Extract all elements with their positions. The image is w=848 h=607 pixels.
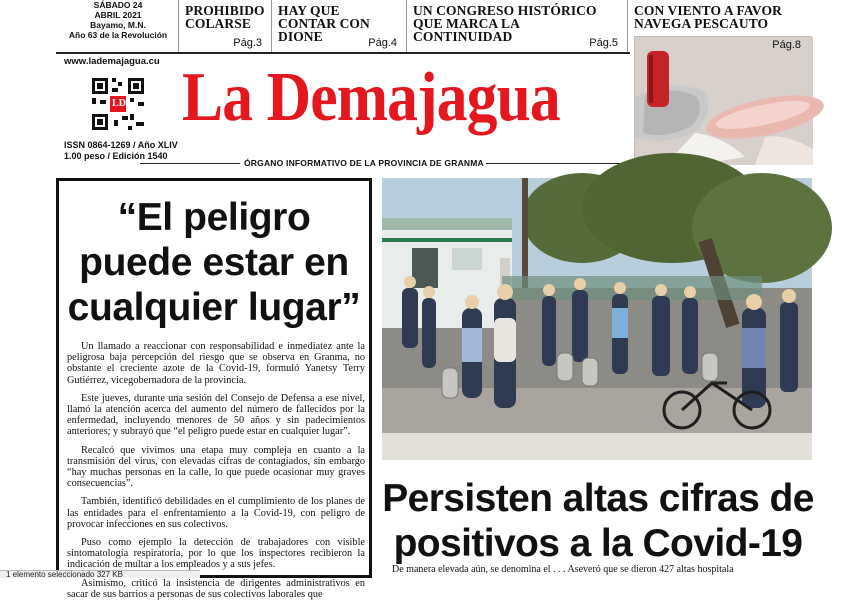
queue-photo-illustration — [382, 178, 812, 460]
date-month-year: ABRIL 2021 — [94, 10, 142, 20]
teaser-page: Pág.4 — [368, 37, 397, 49]
teaser-page: Pág.5 — [589, 37, 618, 49]
queue-photo — [382, 178, 812, 460]
qr-code-icon — [90, 76, 146, 132]
qr-badge: LD — [112, 98, 126, 109]
price-edition: 1.00 peso / Edición 1540 — [64, 151, 168, 161]
date-day: SÁBADO 24 — [93, 0, 143, 10]
lead-paragraph: Puso como ejemplo la detección de trabajadores con visible sintomatología respiratoria, por lo que los inspectores recibieron la indicación de multar a los empleados y a sus jefes. — [67, 537, 365, 571]
teaser-dione[interactable] — [271, 0, 405, 52]
fish-photo-illustration — [635, 37, 813, 165]
organo-rule-left — [140, 163, 240, 164]
second-story-column-start: De manera elevada aún, se denomina el . . . Aseveró que se dieron 427 altas hospitala — [392, 564, 734, 575]
lead-title-line: cualquier lugar” — [67, 286, 361, 329]
second-story-headline — [380, 476, 816, 566]
website-url[interactable]: www.lademajagua.cu — [64, 56, 160, 67]
teaser-congreso[interactable] — [406, 0, 626, 52]
fish-photo — [634, 36, 812, 164]
teaser-prohibido-colarse[interactable] — [178, 0, 270, 52]
teaser-page: Pág.3 — [233, 37, 262, 49]
dateline — [60, 0, 176, 40]
teaser-title: HAY QUE CONTAR CON DIONE — [278, 3, 370, 44]
issn-block — [64, 140, 194, 162]
lead-title-line: puede estar en — [79, 241, 349, 284]
date-place: Bayamo, M.N. — [90, 20, 146, 30]
date-revolution-year: Año 63 de la Revolución — [68, 30, 168, 40]
headline-line: Persisten altas cifras de — [382, 477, 814, 520]
status-bar: 1 elemento seleccionado 327 KB — [0, 570, 200, 578]
headline-line: positivos a la Covid-19 — [393, 522, 803, 565]
lead-paragraph: Asimismo, criticó la insistencia de dirigentes administrativos en sacar de sus barrios a personas de sus colectivos laborales que — [67, 577, 365, 600]
teaser-title: CON VIENTO A FAVOR NAVEGA PESCAUTO — [634, 3, 782, 31]
top-rule — [56, 52, 630, 54]
teaser-page: Pág.8 — [772, 39, 801, 51]
lead-story-box — [56, 178, 372, 600]
lead-paragraph: Recalcó que vivimos una etapa muy compleja en cuanto a la transmisión del virus, con elevadas cifras de contagiados, sin embargo “hay muchas personas en la calle, lo que puede ocasionar muy graves consecuencias”. — [67, 444, 365, 490]
lead-story-body — [67, 341, 365, 607]
lead-title-line: “El peligro — [117, 196, 311, 239]
lead-paragraph: Un llamado a reaccionar con responsabilidad e inmediatez ante la peligrosa baja percepción del riesgo que se observa en Granma, no obstante el creciente azote de la Covid-19, formuló Yanetsy Terry Gutiérrez, vicegobernadora de la provincia. — [67, 341, 365, 386]
issn-number: ISSN 0864-1269 / Año XLIV — [64, 140, 178, 150]
newspaper-logo: La Demajagua — [182, 59, 560, 136]
lead-paragraph: También, identificó debilidades en el cumplimiento de los planes de las entidades para el enfrentamiento a la Covid-19, con peligro de provocar infecciones en sus colectivos. — [67, 496, 365, 530]
teaser-title: PROHIBIDO COLARSE — [185, 3, 265, 31]
lead-paragraph: Este jueves, durante una sesión del Consejo de Defensa a ese nivel, llamó la atención acerca del aumento del número de fallecidos por la enfermedad, incluyendo menores de 50 años y sin padecimientos anteriores; y subrayó que “el peligro puede estar en cualquier lugar”. — [67, 392, 365, 438]
lead-story-title — [59, 195, 369, 330]
teaser-title: UN CONGRESO HISTÓRICO QUE MARCA LA CONTINUIDAD — [413, 3, 597, 44]
organo-subtitle: ÓRGANO INFORMATIVO DE LA PROVINCIA DE GRANMA — [244, 158, 484, 168]
